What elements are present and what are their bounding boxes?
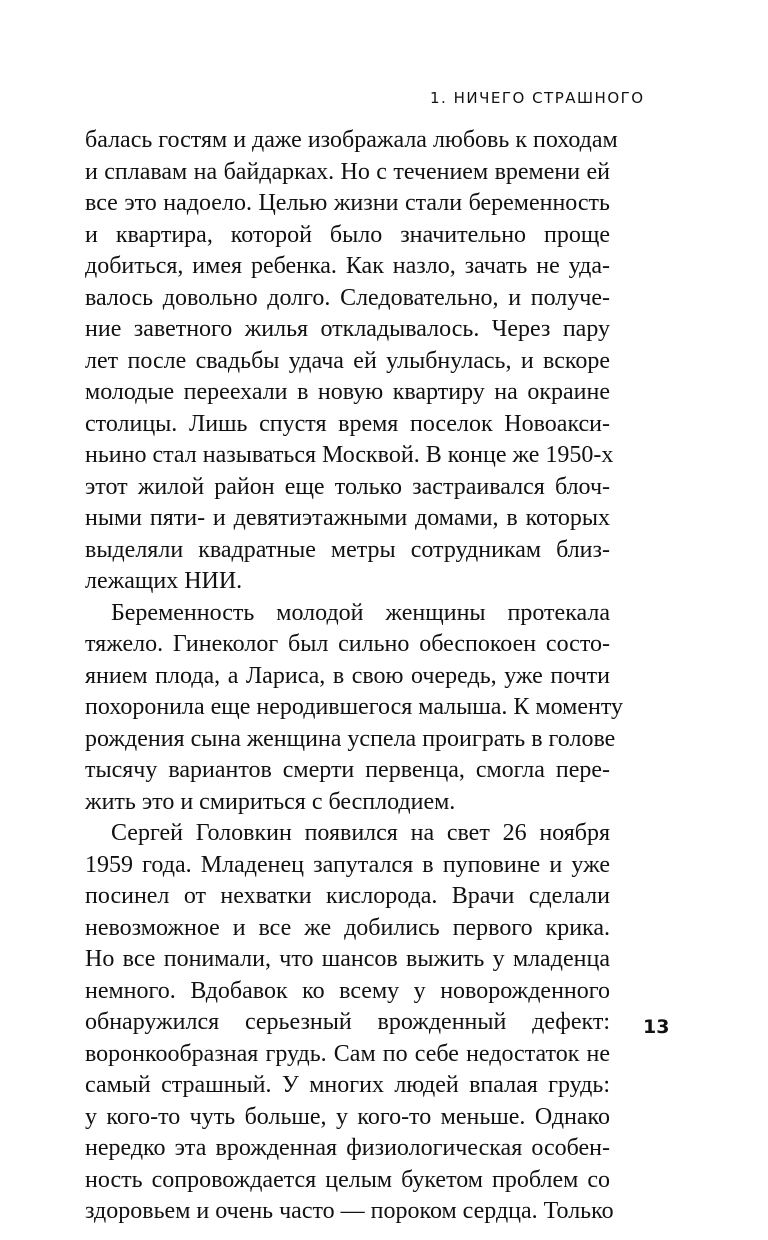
text-line: этот жилой район еще только застраивался блоч-	[85, 473, 610, 500]
text-line: ние заветного жилья откладывалось. Через пару	[85, 316, 610, 342]
page-number: 13	[643, 1016, 670, 1038]
text-line: посинел от нехватки кислорода. Врачи сделали	[85, 883, 610, 909]
text-line: ность сопровождается целым букетом проблем со	[85, 1166, 610, 1193]
text-line: молодые переехали в новую квартиру на окраине	[85, 379, 610, 405]
paragraph-3	[85, 818, 614, 1228]
text-line: Беременность молодой женщины протекала	[111, 599, 610, 626]
text-line: невозможное и все же добились первого крика.	[85, 914, 610, 941]
text-line: 1959 года. Младенец запутался в пуповине и уже	[85, 851, 610, 878]
text-line: балась гостям и даже изображала любовь к походам	[85, 127, 618, 153]
text-line: лежащих НИИ.	[85, 568, 243, 594]
text-line: Сергей Головкин появился на свет 26 ноября	[111, 820, 610, 846]
text-line: немного. Вдобавок ко всему у новорожденного	[85, 977, 610, 1004]
paragraph-2	[85, 598, 624, 819]
text-line: самый страшный. У многих людей впалая грудь:	[85, 1072, 610, 1098]
text-line: обнаружился серьезный врожденный дефект:	[85, 1009, 610, 1035]
text-line: ными пяти- и девятиэтажными домами, в которых	[85, 505, 610, 531]
paragraph-1	[85, 125, 618, 598]
text-line: валось довольно долго. Следовательно, и получе-	[85, 284, 610, 311]
text-line: тысячу вариантов смерти первенца, смогла пере-	[85, 757, 610, 783]
text-line: столицы. Лишь спустя время поселок Новоакси-	[85, 410, 610, 437]
text-line: похоронила еще неродившегося малыша. К моменту	[85, 694, 624, 720]
text-line: у кого-то чуть больше, у кого-то меньше. Однако	[85, 1103, 610, 1130]
text-line: здоровьем и очень часто — пороком сердца. Только	[85, 1198, 614, 1224]
text-line: нередко эта врожденная физиологическая особен-	[85, 1135, 610, 1161]
text-line: жить это и смириться с бесплодием.	[85, 788, 456, 815]
text-line: Но все понимали, что шансов выжить у младенца	[85, 946, 610, 972]
running-header: 1. НИЧЕГО СТРАШНОГО	[430, 89, 645, 107]
text-line: воронкообразная грудь. Сам по себе недостаток не	[85, 1040, 610, 1067]
text-line: и сплавам на байдарках. Но с течением времени ей	[85, 158, 610, 185]
text-line: выделяли квадратные метры сотрудникам близ-	[85, 536, 610, 563]
text-line: все это надоело. Целью жизни стали беременность	[85, 190, 610, 216]
text-line: ньино стал называться Москвой. В конце же 1950-х	[85, 442, 614, 468]
text-line: тяжело. Гинеколог был сильно обеспокоен состо-	[85, 631, 610, 657]
text-line: и квартира, которой было значительно проще	[85, 221, 610, 248]
body-text	[85, 125, 624, 1228]
text-line: янием плода, а Лариса, в свою очередь, уже почти	[85, 662, 610, 689]
text-line: лет после свадьбы удача ей улыбнулась, и вскоре	[85, 347, 610, 374]
text-line: добиться, имея ребенка. Как назло, зачать не уда-	[85, 253, 610, 279]
text-line: рождения сына женщина успела проиграть в голове	[85, 725, 616, 752]
